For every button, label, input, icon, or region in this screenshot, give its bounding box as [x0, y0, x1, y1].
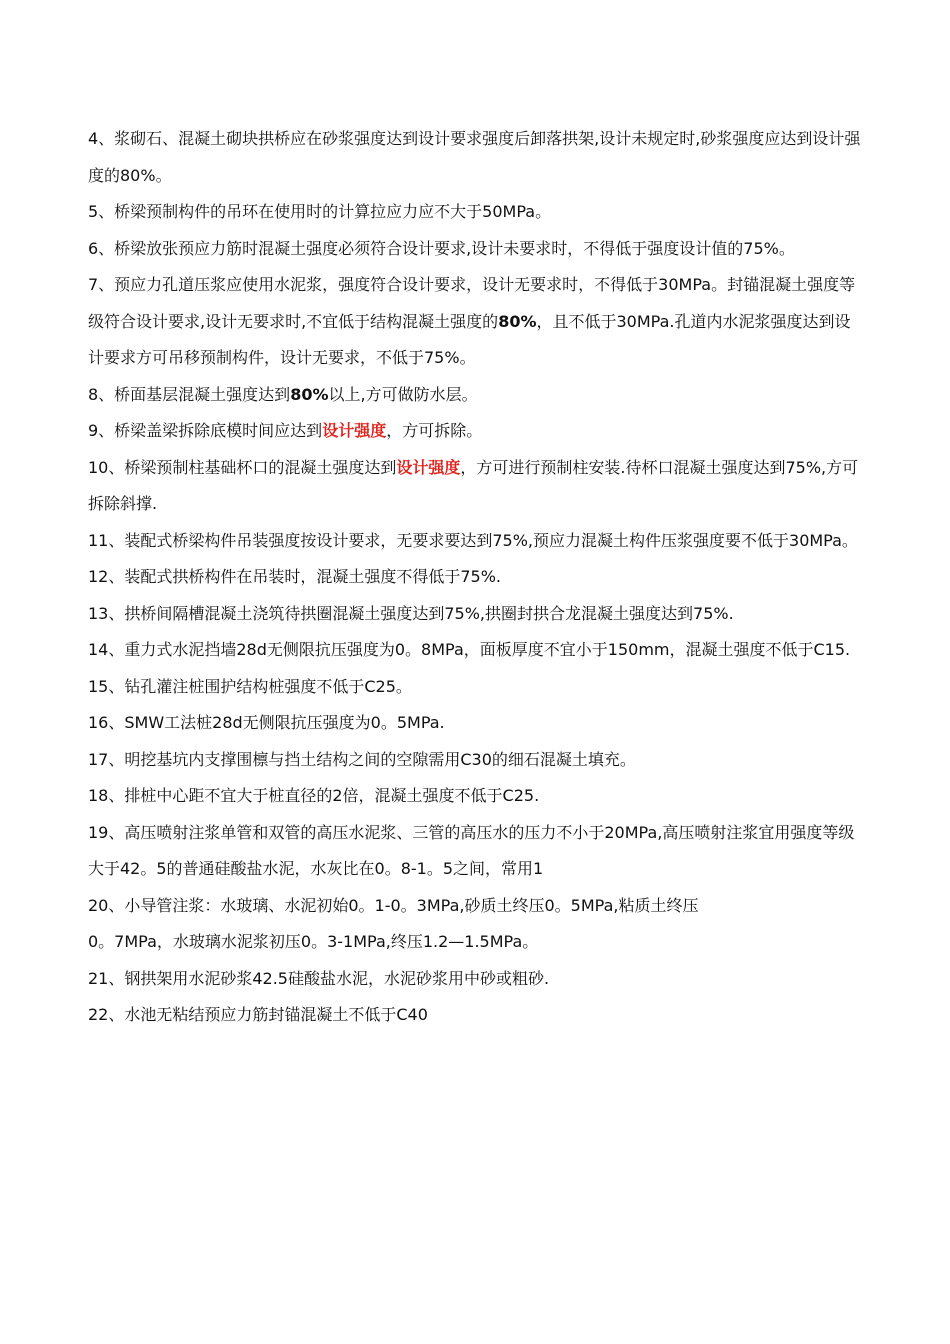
item-4: 4、浆砌石、混凝土砌块拱桥应在砂浆强度达到设计要求强度后卸落拱架,设计未规定时,砂浆强度应达到设计强度的80%。 [88, 129, 861, 185]
item-20-line-1: 20、小导管注浆：水玻璃、水泥初始0。1-0。3MPa,砂质土终压0。5MPa,粘质土终压 [88, 895, 699, 915]
item-5: 5、桥梁预制构件的吊环在使用时的计算拉应力应不大于50MPa。 [88, 202, 552, 221]
item-8 [88, 377, 863, 414]
item-10-text-c: ，方可进行预制柱安装.待杯口混凝土强度达到75%,方可拆除斜撑. [88, 457, 859, 513]
item-10-red-design-strength: 设计强度 [396, 457, 461, 477]
item-9-text-a: 9、桥梁盖梁拆除底模时间应达到 [88, 421, 323, 440]
item-15: 15、钻孔灌注桩围护结构桩强度不低于C25。 [88, 676, 412, 696]
item-22: 22、水池无粘结预应力筋封锚混凝土不低于C40 [88, 1005, 428, 1024]
document-page [88, 121, 863, 1034]
item-21: 21、钢拱架用水泥砂浆42.5硅酸盐水泥，水泥砂浆用中砂或粗砂. [88, 968, 550, 988]
item-8-bold-80: 80% [290, 384, 329, 404]
item-10 [88, 450, 863, 523]
item-11: 11、装配式桥梁构件吊装强度按设计要求，无要求要达到75%,预应力混凝土构件压浆强度要不低于30MPa。 [88, 530, 858, 550]
item-8-text-c: 以上,方可做防水层。 [328, 384, 478, 404]
item-16: 16、SMW工法桩28d无侧限抗压强度为0。5MPa. [88, 713, 445, 732]
item-8-text-a: 8、桥面基层混凝土强度达到 [88, 384, 291, 404]
item-20-line-2: 0。7MPa，水玻璃水泥浆初压0。3-1MPa,终压1.2—1.5MPa。 [88, 932, 539, 951]
item-7-text-a: 7、预应力孔道压浆应使用水泥浆，强度符合设计要求，设计无要求时，不得低于30MPa。封锚混凝土强度等级符合设计要求,设计无要求时,不宜低于结构混凝土强度的 [88, 275, 856, 331]
item-7-text-c: ，且不低于30MPa.孔道内水泥浆强度达到设计要求方可吊移预制构件，设计无要求，不低于75%。 [88, 311, 851, 367]
item-6: 6、桥梁放张预应力筋时混凝土强度必须符合设计要求,设计未要求时，不得低于强度设计值的75%。 [88, 238, 795, 258]
item-10-text-a: 10、桥梁预制柱基础杯口的混凝土强度达到 [88, 457, 397, 477]
item-7 [88, 267, 863, 377]
item-9-red-design-strength: 设计强度 [322, 421, 387, 440]
item-12: 12、装配式拱桥构件在吊装时，混凝土强度不得低于75%. [88, 567, 502, 586]
item-9-text-c: ，方可拆除。 [386, 421, 483, 440]
item-14: 14、重力式水泥挡墙28d无侧限抗压强度为0。8MPa，面板厚度不宜小于150mm，混凝土强度不低于C15. [88, 640, 851, 659]
item-17: 17、明挖基坑内支撑围檩与挡土结构之间的空隙需用C30的细石混凝土填充。 [88, 749, 636, 769]
item-18: 18、排桩中心距不宜大于桩直径的2倍，混凝土强度不低于C25. [88, 786, 540, 805]
item-9 [88, 413, 863, 450]
item-7-bold-80: 80% [498, 311, 537, 331]
item-13: 13、拱桥间隔槽混凝土浇筑待拱圈混凝土强度达到75%,拱圈封拱合龙混凝土强度达到75%. [88, 603, 734, 623]
item-19: 19、高压喷射注浆单管和双管的高压水泥浆、三管的高压水的压力不小于20MPa,高压喷射注浆宜用强度等级大于42。5的普通硅酸盐水泥，水灰比在0。8-1。5之间，常用1 [88, 822, 855, 878]
